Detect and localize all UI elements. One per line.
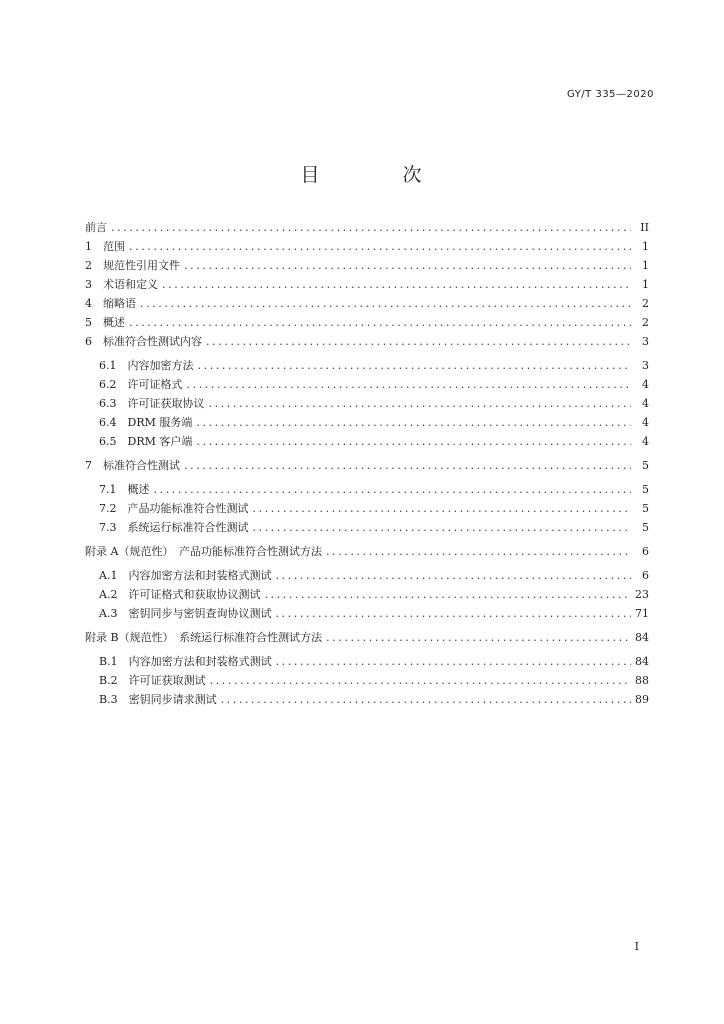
toc-entry-page: 5 bbox=[642, 521, 649, 534]
toc-entry[interactable] bbox=[85, 585, 649, 604]
toc-entry-page: 6 bbox=[642, 545, 649, 558]
toc-entry-page: 4 bbox=[642, 435, 649, 448]
dot-leader bbox=[275, 566, 631, 585]
toc-entry-page: 84 bbox=[635, 631, 649, 644]
toc-entry[interactable] bbox=[85, 690, 649, 709]
toc-entry-label: 6.4 DRM 服务端 bbox=[99, 416, 193, 429]
table-of-contents bbox=[85, 218, 649, 709]
toc-entry-label: 7.1 概述 bbox=[99, 483, 150, 496]
toc-entry-page: 3 bbox=[642, 335, 649, 348]
toc-entry-label: A.1 内容加密方法和封装格式测试 bbox=[99, 569, 272, 582]
toc-entry-page: 2 bbox=[642, 316, 649, 329]
toc-entry-page: 5 bbox=[642, 483, 649, 496]
toc-entry-page: 1 bbox=[642, 240, 649, 253]
toc-entry[interactable] bbox=[85, 275, 649, 294]
dot-leader bbox=[210, 671, 631, 690]
dot-leader bbox=[206, 332, 631, 351]
toc-entry-label: 7 标准符合性测试 bbox=[85, 459, 180, 472]
toc-entry-label: 1 范围 bbox=[85, 240, 125, 253]
dot-leader bbox=[264, 585, 631, 604]
toc-entry[interactable] bbox=[85, 313, 649, 332]
toc-entry-page: 23 bbox=[635, 588, 649, 601]
dot-leader bbox=[162, 275, 631, 294]
dot-leader bbox=[129, 237, 631, 256]
toc-entry-page: 5 bbox=[642, 459, 649, 472]
toc-entry-page: 6 bbox=[642, 569, 649, 582]
toc-entry[interactable] bbox=[85, 237, 649, 256]
dot-leader bbox=[253, 518, 632, 537]
toc-entry[interactable] bbox=[85, 652, 649, 671]
toc-entry[interactable] bbox=[85, 499, 649, 518]
toc-entry-label: 附录 A（规范性） 产品功能标准符合性测试方法 bbox=[85, 545, 322, 558]
toc-entry[interactable] bbox=[85, 671, 649, 690]
toc-entry-page: 4 bbox=[642, 378, 649, 391]
toc-entry[interactable] bbox=[85, 394, 649, 413]
dot-leader bbox=[140, 294, 631, 313]
dot-leader bbox=[275, 604, 631, 623]
toc-entry-label: 6 标准符合性测试内容 bbox=[85, 335, 202, 348]
toc-entry[interactable] bbox=[85, 432, 649, 451]
toc-entry-page: 3 bbox=[642, 359, 649, 372]
toc-entry-label: B.3 密钥同步请求测试 bbox=[99, 693, 217, 706]
toc-entry-page: 1 bbox=[642, 278, 649, 291]
toc-entry-label: 6.1 内容加密方法 bbox=[99, 359, 194, 372]
toc-entry-label: 3 术语和定义 bbox=[85, 278, 158, 291]
toc-entry[interactable] bbox=[85, 604, 649, 623]
toc-entry[interactable] bbox=[85, 356, 649, 375]
toc-entry-label: 前言 bbox=[85, 221, 107, 234]
toc-entry-page: 4 bbox=[642, 416, 649, 429]
toc-entry-label: 4 缩略语 bbox=[85, 297, 136, 310]
toc-entry[interactable] bbox=[85, 480, 649, 499]
toc-entry-page: 5 bbox=[642, 502, 649, 515]
dot-leader bbox=[184, 256, 631, 275]
toc-entry-label: 附录 B（规范性） 系统运行标准符合性测试方法 bbox=[85, 631, 323, 644]
toc-entry-page: 71 bbox=[635, 607, 649, 620]
page-title: 目 次 bbox=[300, 164, 454, 186]
dot-leader bbox=[111, 218, 631, 237]
toc-entry-label: A.2 许可证格式和获取协议测试 bbox=[99, 588, 261, 601]
dot-leader bbox=[209, 394, 632, 413]
toc-entry[interactable] bbox=[85, 542, 649, 561]
dot-leader bbox=[196, 432, 631, 451]
toc-entry-page: 4 bbox=[642, 397, 649, 410]
toc-entry[interactable] bbox=[85, 518, 649, 537]
dot-leader bbox=[326, 628, 631, 647]
dot-leader bbox=[184, 456, 631, 475]
toc-entry-label: 7.3 系统运行标准符合性测试 bbox=[99, 521, 249, 534]
toc-entry-page: 88 bbox=[635, 674, 649, 687]
dot-leader bbox=[276, 652, 631, 671]
page-number: I bbox=[634, 940, 639, 953]
toc-entry[interactable] bbox=[85, 375, 649, 394]
toc-entry-label: 6.3 许可证获取协议 bbox=[99, 397, 205, 410]
toc-entry-label: A.3 密钥同步与密钥查询协议测试 bbox=[99, 607, 272, 620]
toc-entry-label: B.2 许可证获取测试 bbox=[99, 674, 206, 687]
toc-entry[interactable] bbox=[85, 332, 649, 351]
toc-entry[interactable] bbox=[85, 456, 649, 475]
toc-entry-page: 89 bbox=[635, 693, 649, 706]
dot-leader bbox=[198, 356, 632, 375]
dot-leader bbox=[129, 313, 631, 332]
toc-entry[interactable] bbox=[85, 413, 649, 432]
dot-leader bbox=[253, 499, 632, 518]
toc-entry-label: 5 概述 bbox=[85, 316, 125, 329]
toc-entry-page: 2 bbox=[642, 297, 649, 310]
toc-entry[interactable] bbox=[85, 566, 649, 585]
toc-entry-label: 6.2 许可证格式 bbox=[99, 378, 183, 391]
dot-leader bbox=[196, 413, 631, 432]
toc-entry[interactable] bbox=[85, 256, 649, 275]
standard-code: GY/T 335—2020 bbox=[566, 89, 654, 100]
toc-entry-label: 6.5 DRM 客户端 bbox=[99, 435, 193, 448]
dot-leader bbox=[187, 375, 632, 394]
toc-entry-label: B.1 内容加密方法和封装格式测试 bbox=[99, 655, 272, 668]
toc-entry-label: 2 规范性引用文件 bbox=[85, 259, 180, 272]
toc-entry-page: 1 bbox=[642, 259, 649, 272]
toc-entry[interactable] bbox=[85, 294, 649, 313]
toc-entry-page: II bbox=[640, 221, 649, 234]
toc-entry-page: 84 bbox=[635, 655, 649, 668]
toc-entry[interactable] bbox=[85, 628, 649, 647]
toc-entry[interactable] bbox=[85, 218, 649, 237]
toc-entry-label: 7.2 产品功能标准符合性测试 bbox=[99, 502, 249, 515]
dot-leader bbox=[154, 480, 632, 499]
dot-leader bbox=[221, 690, 631, 709]
dot-leader bbox=[326, 542, 631, 561]
